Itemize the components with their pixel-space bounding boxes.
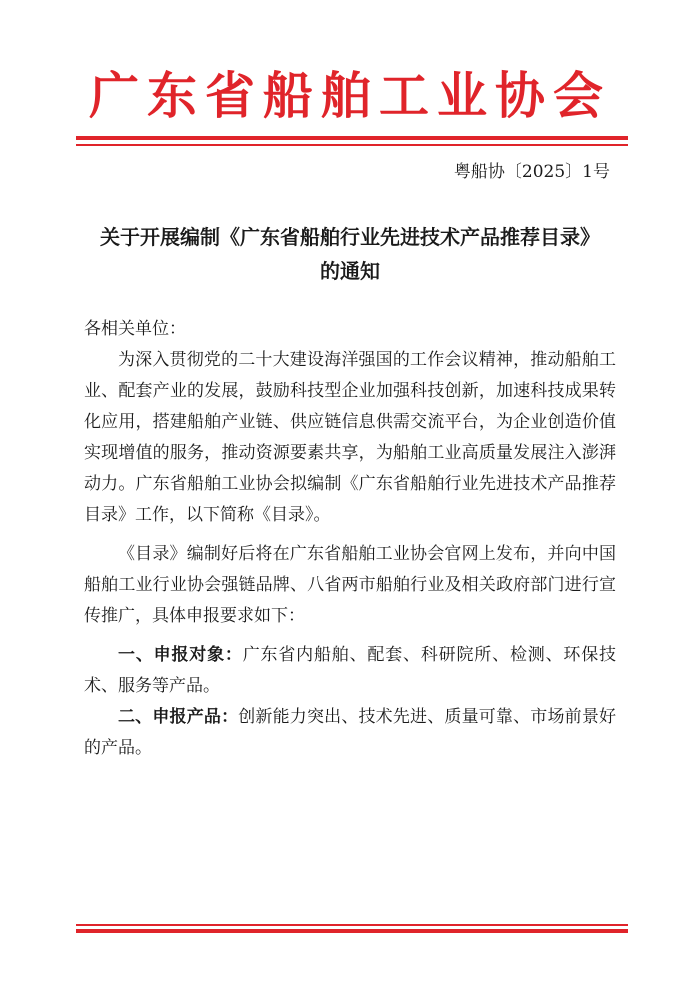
document-number: 粤船协〔2025〕1号: [453, 162, 610, 182]
document-title-line-1: 关于开展编制《广东省船舶行业先进技术产品推荐目录》: [100, 225, 600, 249]
paragraph-publication: 《目录》编制好后将在广东省船舶工业协会官网上发布，并向中国船舶工业行业协会强链品牌、八省两市船舶行业及相关政府部门进行宣传推广，具体申报要求如下：: [84, 544, 616, 626]
document-title-line-2: 的通知: [320, 259, 380, 283]
organization-header: 广东省船舶工业协会: [89, 67, 611, 125]
requirement-item-2: [84, 702, 616, 764]
paragraph-purpose: 为深入贯彻党的二十大建设海洋强国的工作会议精神，推动船舶工业、配套产业的发展，鼓励科技型企业加强科技创新，加速科技成果转化应用，搭建船舶产业链、供应链信息供需交流平台，为企业创造价值实现增值的服务，推动资源要素共享，为船舶工业高质量发展注入澎湃动力。广东省船舶工业协会拟编制《广东省船舶行业先进技术产品推荐目录》工作，以下简称《目录》。: [84, 350, 616, 525]
document-body: [84, 314, 616, 764]
requirement-item-1-text: 广东省内船舶、配套、科研院所、检测、环保技术、服务等产品。: [84, 645, 617, 696]
footer-rule-thick: [76, 929, 628, 933]
footer-rule-thin: [76, 924, 628, 926]
requirement-item-2-label: 二、申报产品：: [118, 707, 239, 727]
requirement-item-1-label: 一、申报对象：: [118, 645, 243, 665]
salutation: 各相关单位：: [84, 319, 186, 339]
header-rule-thick: [76, 136, 628, 140]
requirement-item-2-text: 创新能力突出、技术先进、质量可靠、市场前景好的产品。: [84, 707, 616, 758]
document-title: [40, 220, 660, 288]
requirement-item-1: [84, 640, 616, 702]
header-rule-thin: [76, 144, 628, 146]
